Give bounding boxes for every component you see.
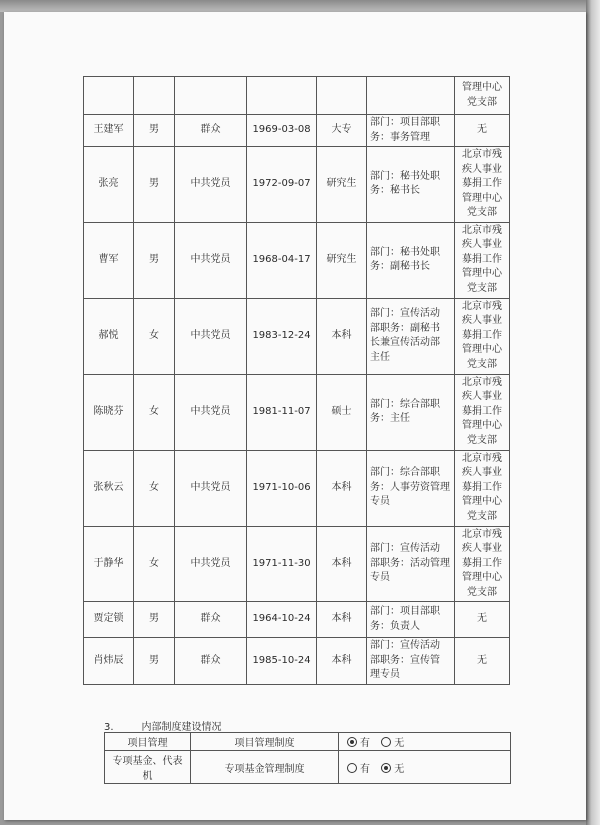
member-political-status: 中共党员	[175, 147, 247, 223]
table-row	[84, 115, 510, 147]
no-radio[interactable]	[381, 737, 391, 747]
member-name: 于静华	[84, 526, 134, 602]
member-party-org: 管理中心 党支部	[455, 77, 510, 115]
member-birth-date: 1969-03-08	[247, 115, 317, 147]
member-education: 研究生	[317, 222, 367, 298]
member-political-status: 群众	[175, 115, 247, 147]
member-gender: 男	[134, 638, 175, 685]
rule-system: 专项基金管理制度	[191, 751, 339, 784]
member-education	[317, 77, 367, 115]
member-education: 本科	[317, 638, 367, 685]
member-name: 贾定锁	[84, 602, 134, 638]
member-political-status: 中共党员	[175, 298, 247, 374]
table-row	[84, 147, 510, 223]
member-birth-date: 1983-12-24	[247, 298, 317, 374]
member-birth-date: 1985-10-24	[247, 638, 317, 685]
no-label: 无	[394, 763, 405, 775]
yes-radio[interactable]	[347, 737, 357, 747]
table-row	[84, 222, 510, 298]
member-position: 部门：宣传活动 部职务：副秘书 长兼宣传活动部 主任	[367, 298, 455, 374]
member-party-org: 无	[455, 602, 510, 638]
member-gender: 男	[134, 602, 175, 638]
member-name: 张亮	[84, 147, 134, 223]
member-education: 本科	[317, 526, 367, 602]
member-education: 硕士	[317, 374, 367, 450]
member-education: 大专	[317, 115, 367, 147]
table-row	[84, 374, 510, 450]
member-party-org: 无	[455, 638, 510, 685]
rule-option-cell	[339, 733, 511, 751]
member-position: 部门：综合部职 务：人事劳资管理 专员	[367, 450, 455, 526]
member-position: 部门：综合部职 务：主任	[367, 374, 455, 450]
member-position: 部门：宣传活动 部职务：活动管理 专员	[367, 526, 455, 602]
table-row	[84, 450, 510, 526]
member-birth-date: 1972-09-07	[247, 147, 317, 223]
member-name: 郝悦	[84, 298, 134, 374]
table-row	[84, 526, 510, 602]
member-birth-date: 1981-11-07	[247, 374, 317, 450]
member-education: 本科	[317, 298, 367, 374]
member-education: 本科	[317, 602, 367, 638]
member-political-status: 群众	[175, 602, 247, 638]
member-gender: 男	[134, 115, 175, 147]
yes-label: 有	[360, 738, 370, 749]
member-party-org: 无	[455, 115, 510, 147]
member-name: 张秋云	[84, 450, 134, 526]
member-gender: 男	[134, 222, 175, 298]
member-position: 部门：项目部职 务：负责人	[367, 602, 455, 638]
member-political-status: 中共党员	[175, 526, 247, 602]
member-political-status	[175, 77, 247, 115]
table-row	[84, 638, 510, 685]
rule-option-cell	[339, 751, 511, 784]
no-radio[interactable]	[381, 763, 391, 773]
member-political-status: 中共党员	[175, 450, 247, 526]
member-position	[367, 77, 455, 115]
internal-rules-table	[104, 732, 511, 784]
table-row	[105, 751, 511, 784]
member-birth-date: 1971-10-06	[247, 450, 317, 526]
member-party-org: 北京市残 疾人事业 募捐工作 管理中心 党支部	[455, 526, 510, 602]
member-name: 曹军	[84, 222, 134, 298]
section-title: 内部制度建设情况	[141, 722, 222, 733]
member-name: 肖炜辰	[84, 638, 134, 685]
member-birth-date: 1971-11-30	[247, 526, 317, 602]
member-party-org: 北京市残 疾人事业 募捐工作 管理中心 党支部	[455, 298, 510, 374]
scan-right-edge	[586, 0, 600, 825]
table-row	[84, 602, 510, 638]
member-political-status: 中共党员	[175, 222, 247, 298]
member-education: 本科	[317, 450, 367, 526]
rule-category: 专项基金、代表机	[105, 751, 191, 784]
member-party-org: 北京市残 疾人事业 募捐工作 管理中心 党支部	[455, 147, 510, 223]
member-party-org: 北京市残 疾人事业 募捐工作 管理中心 党支部	[455, 450, 510, 526]
member-gender	[134, 77, 175, 115]
rule-category: 项目管理	[105, 733, 191, 751]
member-gender: 男	[134, 147, 175, 223]
member-position: 部门：秘书处职 务：副秘书长	[367, 222, 455, 298]
scan-top-edge	[0, 0, 600, 12]
member-name: 王建军	[84, 115, 134, 147]
member-name	[84, 77, 134, 115]
member-gender: 女	[134, 374, 175, 450]
section-3-heading	[104, 718, 222, 733]
member-name: 陈晓芬	[84, 374, 134, 450]
member-birth-date: 1968-04-17	[247, 222, 317, 298]
member-position: 部门：秘书处职 务：秘书长	[367, 147, 455, 223]
table-row	[84, 298, 510, 374]
member-position: 部门：宣传活动 部职务：宣传管 理专员	[367, 638, 455, 685]
rule-system: 项目管理制度	[191, 733, 339, 751]
member-position: 部门：项目部职 务：事务管理	[367, 115, 455, 147]
table-row	[84, 77, 510, 115]
member-political-status: 中共党员	[175, 374, 247, 450]
no-label: 无	[394, 738, 405, 749]
member-party-org: 北京市残 疾人事业 募捐工作 管理中心 党支部	[455, 222, 510, 298]
section-number: 3.	[104, 722, 114, 733]
table-row	[105, 733, 511, 751]
members-table	[83, 76, 510, 685]
member-birth-date	[247, 77, 317, 115]
member-birth-date: 1964-10-24	[247, 602, 317, 638]
member-gender: 女	[134, 450, 175, 526]
member-political-status: 群众	[175, 638, 247, 685]
member-gender: 女	[134, 298, 175, 374]
member-education: 研究生	[317, 147, 367, 223]
member-party-org: 北京市残 疾人事业 募捐工作 管理中心 党支部	[455, 374, 510, 450]
yes-label: 有	[360, 763, 370, 775]
member-gender: 女	[134, 526, 175, 602]
yes-radio[interactable]	[347, 763, 357, 773]
